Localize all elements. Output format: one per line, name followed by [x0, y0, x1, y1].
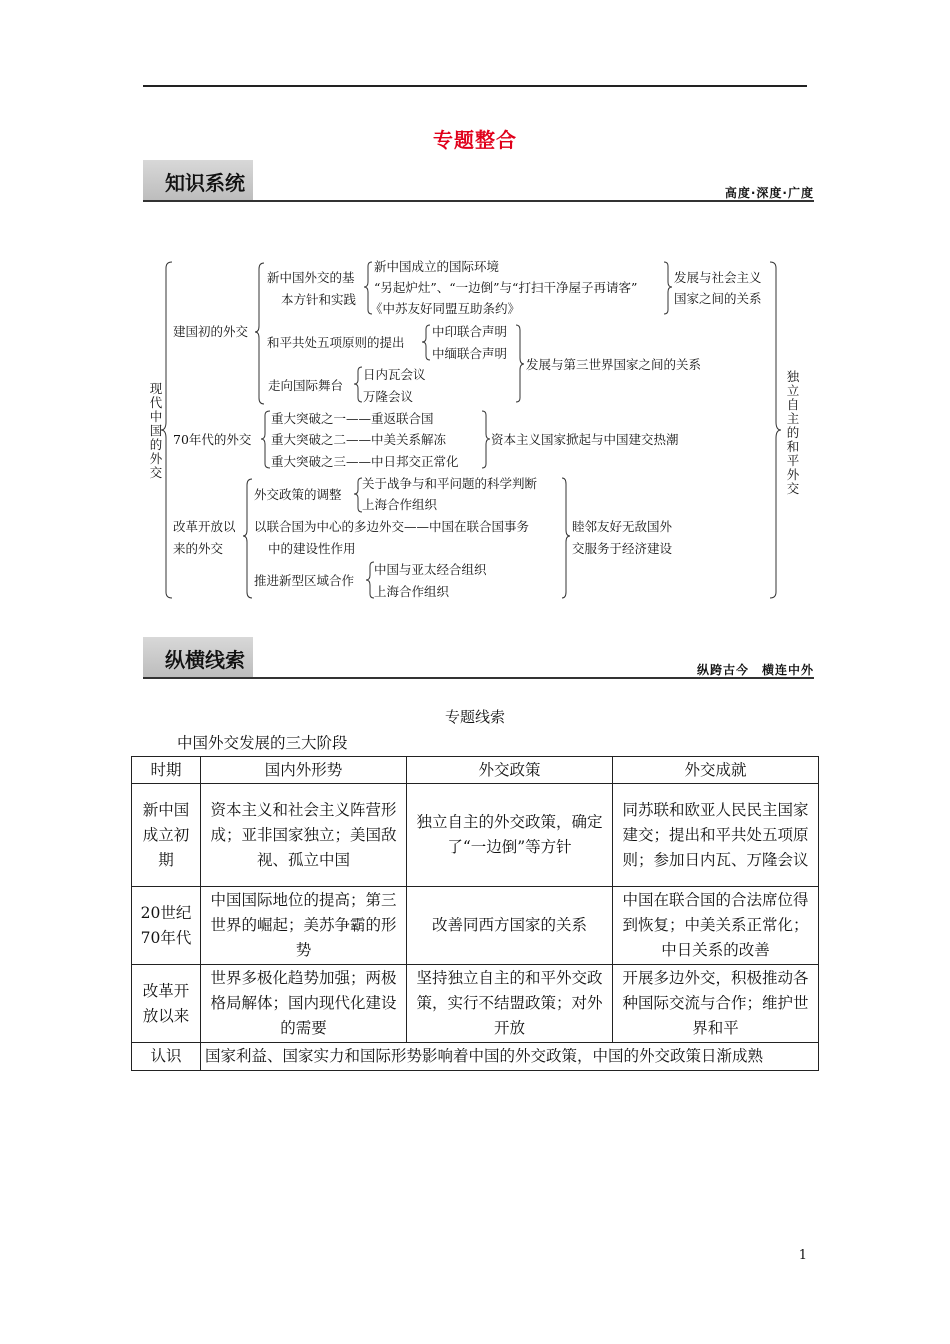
table-header-cell: 时期 — [132, 757, 201, 784]
situation-cell: 世界多极化趋势加强；两极格局解体；国内现代化建设的需要 — [201, 965, 407, 1043]
stage1-g2-label: 和平共处五项原则的提出 — [267, 335, 405, 350]
stage1-g1-item: 新中国成立的国际环境 — [374, 259, 500, 274]
stage2-item: 重大突破之二——中美关系解冻 — [271, 432, 447, 447]
stage1-g23-result: 发展与第三世界国家之间的关系 — [526, 357, 702, 372]
page-title: 专题整合 — [433, 128, 517, 152]
table-header-cell: 外交政策 — [407, 757, 613, 784]
table-row — [132, 784, 819, 887]
stage1-g1-item: 《中苏友好同盟互助条约》 — [370, 301, 521, 316]
policy-cell: 独立自主的外交政策，确定了“一边倒”等方针 — [407, 784, 613, 887]
period-cell: 改革开放以来 — [132, 965, 201, 1043]
stage1-g1-item: “另起炉灶”、“一边倒”与“打扫干净屋子再请客” — [374, 280, 638, 295]
table-header-row — [132, 757, 819, 784]
table-header-cell: 国内外形势 — [201, 757, 407, 784]
stage1-g1-result-line1: 发展与社会主义 — [674, 270, 762, 285]
diagram-brackets — [0, 0, 950, 640]
section-tab-clues: 纵横线索 — [143, 637, 253, 677]
stage1-g3-label: 走向国际舞台 — [268, 378, 344, 393]
page-number: 1 — [798, 1248, 807, 1263]
table-summary-row — [132, 1043, 819, 1071]
stage1-g3-item: 万隆会议 — [363, 389, 414, 404]
stage1-g1-label-line2: 本方针和实践 — [281, 292, 357, 307]
clue-caption: 专题线索 — [444, 708, 505, 726]
stage1-g1-label-line1: 新中国外交的基 — [267, 270, 355, 285]
stage1-g2-item: 中缅联合声明 — [432, 346, 508, 361]
stage1-g3-item: 日内瓦会议 — [363, 367, 426, 382]
achievement-cell: 同苏联和欧亚人民民主国家建交；提出和平共处五项原则；参加日内瓦、万隆会议 — [613, 784, 819, 887]
achievement-cell: 中国在联合国的合法席位得到恢复；中美关系正常化；中日关系的改善 — [613, 887, 819, 965]
diagram-theme: 独立自主的和平外交 — [786, 369, 800, 496]
stage2-result: 资本主义国家掀起与中国建交热潮 — [491, 432, 679, 447]
achievement-cell: 开展多边外交，积极推动各种国际交流与合作；维护世界和平 — [613, 965, 819, 1043]
summary-label-cell: 认识 — [132, 1043, 201, 1071]
stage1-g2-item: 中印联合声明 — [432, 324, 508, 339]
clue-subtitle: 中国外交发展的三大阶段 — [177, 734, 348, 752]
stage1-label: 建国初的外交 — [173, 324, 249, 339]
stage1-g1-result-line2: 国家之间的关系 — [674, 291, 762, 306]
period-cell: 新中国成立初期 — [132, 784, 201, 887]
stage3-label-line2: 来的外交 — [173, 541, 224, 556]
period-cell: 20世纪70年代 — [132, 887, 201, 965]
section-tab-knowledge: 知识系统 — [143, 160, 253, 200]
policy-cell: 坚持独立自主的和平外交政策，实行不结盟政策；对外开放 — [407, 965, 613, 1043]
section-subtitle: 高度·深度·广度 — [724, 186, 814, 200]
stage3-g3-label: 推进新型区域合作 — [254, 573, 355, 588]
stage2-item: 重大突破之三——中日邦交正常化 — [271, 454, 459, 469]
summary-cell: 国家利益、国家实力和国际形势影响着中国的外交政策，中国的外交政策日渐成熟 — [201, 1043, 819, 1071]
policy-cell: 改善同西方国家的关系 — [407, 887, 613, 965]
stage3-g1-item: 上海合作组织 — [362, 497, 438, 512]
stage3-result-line1: 睦邻友好无敌国外 — [572, 519, 673, 534]
stage3-g1-label: 外交政策的调整 — [254, 487, 342, 502]
stage3-label-line1: 改革开放以 — [173, 519, 236, 534]
stage3-g2-line1: 以联合国为中心的多边外交——中国在联合国事务 — [254, 519, 530, 534]
situation-cell: 中国国际地位的提高；第三世界的崛起；美苏争霸的形势 — [201, 887, 407, 965]
table-row — [132, 887, 819, 965]
stages-table — [131, 756, 819, 1071]
stage3-result-line2: 交服务于经济建设 — [572, 541, 673, 556]
stage2-label: 70年代的外交 — [173, 432, 252, 447]
stage3-g3-item: 上海合作组织 — [374, 584, 450, 599]
stage2-item: 重大突破之一——重返联合国 — [271, 411, 434, 426]
stage3-g1-item: 关于战争与和平问题的科学判断 — [362, 476, 538, 491]
table-row — [132, 965, 819, 1043]
diagram-root: 现代中国的外交 — [149, 381, 163, 480]
table-header-cell: 外交成就 — [613, 757, 819, 784]
section-subtitle: 纵跨古今 横连中外 — [696, 663, 814, 677]
stage3-g3-item: 中国与亚太经合组织 — [374, 562, 487, 577]
stage3-g2-line2: 中的建设性作用 — [268, 541, 356, 556]
situation-cell: 资本主义和社会主义阵营形成；亚非国家独立；美国敌视、孤立中国 — [201, 784, 407, 887]
